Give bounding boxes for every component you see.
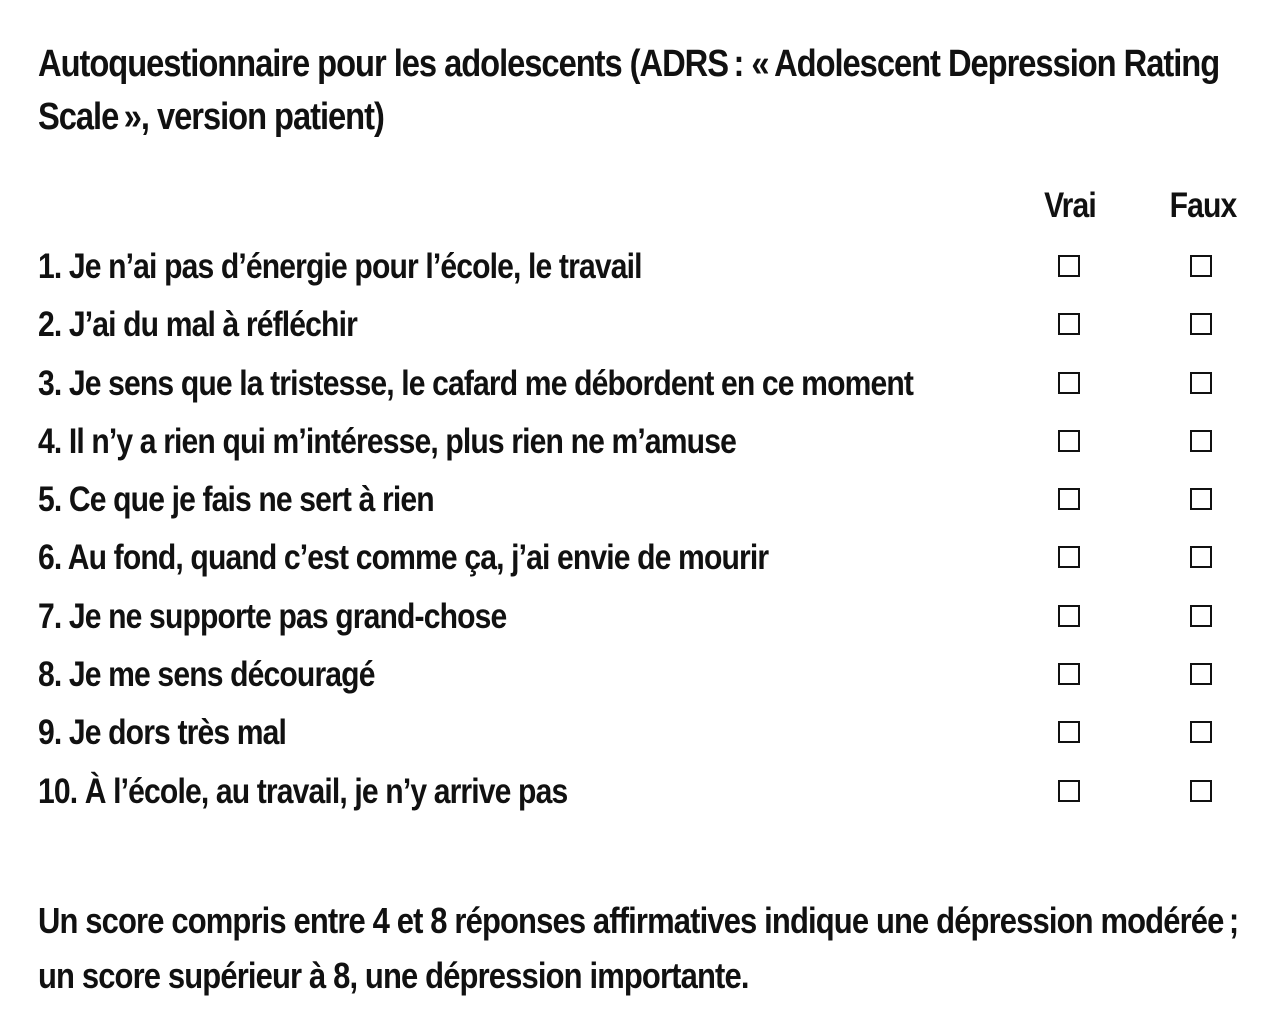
faux-checkbox[interactable] bbox=[1190, 721, 1212, 743]
question-row bbox=[38, 768, 1258, 826]
question-row bbox=[38, 534, 1258, 592]
question-text: 2. J’ai du mal à réfléchir bbox=[38, 305, 357, 345]
question-text: 1. Je n’ai pas d’énergie pour l’école, le travail bbox=[38, 247, 642, 286]
vrai-checkbox[interactable] bbox=[1058, 546, 1080, 568]
question-text: 7. Je ne supporte pas grand-chose bbox=[38, 596, 507, 636]
faux-checkbox[interactable] bbox=[1190, 546, 1212, 568]
vrai-checkbox[interactable] bbox=[1058, 605, 1080, 627]
vrai-checkbox[interactable] bbox=[1058, 372, 1080, 394]
question-text: 8. Je me sens découragé bbox=[38, 655, 375, 695]
vrai-checkbox[interactable] bbox=[1058, 255, 1080, 277]
page-title: Autoquestionnaire pour les adolescents (ADRS : « Adolescent Depression Rating Scale », version patient) bbox=[38, 43, 1220, 138]
question-text: 6. Au fond, quand c’est comme ça, j’ai envie de mourir bbox=[38, 538, 769, 578]
faux-checkbox[interactable] bbox=[1190, 430, 1212, 452]
question-row bbox=[38, 709, 1258, 767]
faux-checkbox[interactable] bbox=[1190, 255, 1212, 277]
column-header-faux: Faux bbox=[1169, 186, 1237, 225]
faux-checkbox[interactable] bbox=[1190, 663, 1212, 685]
faux-checkbox[interactable] bbox=[1190, 313, 1212, 335]
vrai-checkbox[interactable] bbox=[1058, 488, 1080, 510]
question-text: 3. Je sens que la tristesse, le cafard me débordent en ce moment bbox=[38, 363, 914, 403]
faux-checkbox[interactable] bbox=[1190, 488, 1212, 510]
question-row bbox=[38, 476, 1258, 534]
question-row bbox=[38, 651, 1258, 709]
vrai-checkbox[interactable] bbox=[1058, 780, 1080, 802]
question-row bbox=[38, 243, 1258, 301]
vrai-checkbox[interactable] bbox=[1058, 313, 1080, 335]
faux-checkbox[interactable] bbox=[1190, 780, 1212, 802]
vrai-checkbox[interactable] bbox=[1058, 430, 1080, 452]
scoring-note: Un score compris entre 4 et 8 réponses affirmatives indique une dépression modérée ; un score supérieur à 8, une dépression importante. bbox=[38, 900, 1239, 996]
question-text: 10. À l’école, au travail, je n’y arrive pas bbox=[38, 771, 568, 811]
vrai-checkbox[interactable] bbox=[1058, 663, 1080, 685]
question-list bbox=[38, 243, 1258, 826]
question-row bbox=[38, 301, 1258, 359]
question-row bbox=[38, 418, 1258, 476]
question-row bbox=[38, 593, 1258, 651]
question-text: 4. Il n’y a rien qui m’intéresse, plus rien ne m’amuse bbox=[38, 421, 736, 461]
question-row bbox=[38, 360, 1258, 418]
column-header-vrai: Vrai bbox=[1044, 186, 1096, 225]
question-text: 5. Ce que je fais ne sert à rien bbox=[38, 480, 434, 520]
vrai-checkbox[interactable] bbox=[1058, 721, 1080, 743]
faux-checkbox[interactable] bbox=[1190, 605, 1212, 627]
question-text: 9. Je dors très mal bbox=[38, 713, 287, 753]
faux-checkbox[interactable] bbox=[1190, 372, 1212, 394]
